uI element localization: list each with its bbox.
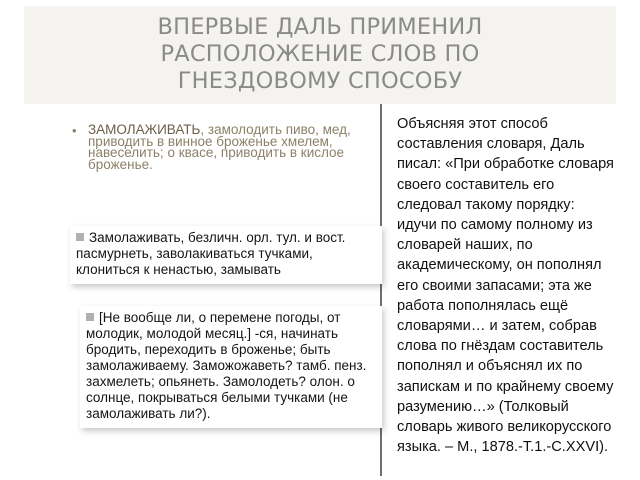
box-text: [Не вообще ли, о перемене погоды, от молодик, молодой месяц.] -ся, начинать бродить, переходить в броженье; быть замолаживаему. Заможожаветь? тамб. пенз. захмелеть; опьянеть. Замолодеть? олон. о солнце, покрываться белыми тучками (не замолаживать ли?).	[86, 310, 367, 421]
headword: ЗАМОЛАЖИВАТЬ	[88, 122, 201, 137]
quote-line: писал: «При обработке словаря	[397, 156, 614, 173]
quote-line: следовал такому порядку:	[397, 196, 575, 213]
quote-line: академическому, он пополнял	[397, 257, 602, 274]
definition-box-regional	[70, 226, 382, 284]
quote-line: разумению…» (Толковый	[397, 398, 569, 415]
quote-line: своего составитель его	[397, 176, 555, 193]
quote-line: идучи по самому полному из	[397, 217, 593, 234]
bullet-marker: •	[72, 123, 77, 138]
quote-line: пополнял и объяснял их по	[397, 358, 583, 375]
title-line: РАСПОЛОЖЕНИЕ СЛОВ ПО	[160, 41, 480, 67]
title-line: ВПЕРВЫЕ ДАЛЬ ПРИМЕНИЛ	[157, 14, 483, 40]
quote-line: словарями… и затем, собрав	[397, 318, 597, 335]
title-line: ГНЕЗДОВОМУ СПОСОБУ	[177, 68, 463, 94]
dahl-quote	[397, 114, 627, 457]
quote-line: Объясняя этот способ	[397, 116, 548, 132]
box-text: Замолаживать, безличн. орл. тул. и вост. пасмурнеть, заволакиваться тучками, клониться к ненастью, замывать	[76, 230, 346, 277]
headword-definition: , замолодить пиво, мед, приводить в винное броженье хмелем, навеселить; о квасе, приводить в кислое броженье.	[88, 122, 351, 172]
headword-bullet	[72, 122, 373, 172]
quote-line: запискам и по крайнему своему	[397, 378, 614, 395]
quote-line: работа пополнялась ещё	[397, 297, 569, 314]
quote-line: языка. – М., 1878.-Т.1.-С.XXVI).	[397, 439, 609, 456]
slide-title	[24, 14, 616, 95]
definition-box-etymology	[80, 306, 382, 428]
quote-line: слова по гнёздам составитель	[397, 338, 604, 355]
quote-line: словарей наших, по	[397, 237, 533, 254]
quote-line: словарь живого великорусского	[397, 419, 612, 436]
quote-line: его своими запасами; эта же	[397, 277, 592, 294]
quote-line: составления словаря, Даль	[397, 136, 585, 153]
square-bullet-icon	[86, 313, 94, 321]
square-bullet-icon	[76, 233, 84, 241]
